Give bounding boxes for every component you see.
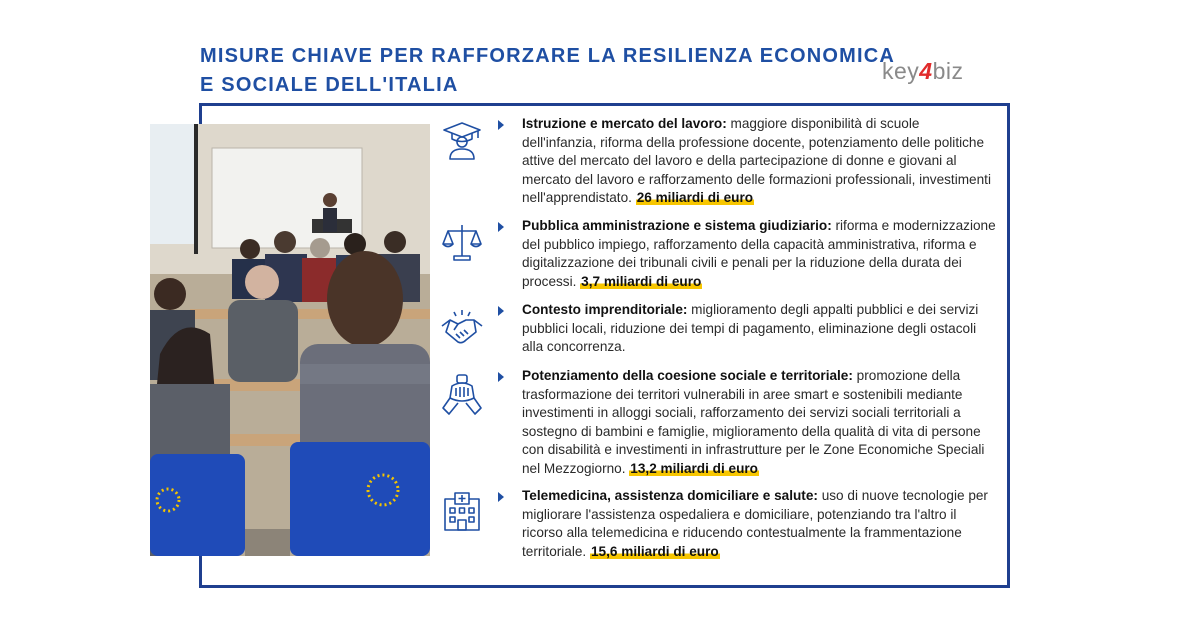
amount-highlight: 26 miliardi di euro: [636, 190, 754, 206]
measure-item-telemedicine: Telemedicina, assistenza domiciliare e salute: uso di nuove tecnologie per migliorare l'assistenza ospedaliera e domiciliare, potenziando tra l'altro il ricorso alla telemedicina e riducendo contestualmente la frammentazione territoriale. 15,6 miliardi di euro: [522, 488, 988, 559]
amount-highlight: 3,7 miliardi di euro: [581, 273, 702, 289]
bullet-arrow-icon: [498, 222, 504, 232]
bullet-arrow-icon: [498, 120, 504, 130]
bullet-arrow-icon: [498, 306, 504, 316]
amount-highlight: 13,2 miliardi di euro: [630, 460, 758, 476]
bullet-arrow-icon: [498, 492, 504, 502]
scales-of-justice-icon: [440, 220, 484, 264]
key4biz-logo: key4biz: [882, 58, 964, 84]
title-line-2: E SOCIALE DELL'ITALIA: [200, 74, 459, 96]
title-line-1: MISURE CHIAVE PER RAFFORZARE LA RESILIENZA ECONOMICA: [200, 45, 896, 67]
classroom-photo: [150, 124, 430, 556]
measure-item-public-administration: Pubblica amministrazione e sistema giudiziario: riforma e modernizzazione del pubblico impiego, rafforzamento della capacità amministrativa, riforma e digitalizzazione dei tribunali civili e penali per la riduzione della durata dei processi. 3,7 miliardi di euro: [522, 218, 996, 289]
joined-hands-icon: [440, 372, 484, 416]
hospital-icon: [440, 490, 484, 534]
measure-item-education: Istruzione e mercato del lavoro: maggiore disponibilità di scuole dell'infanzia, riforma della professione docente, potenziamento delle politiche attive del mercato del lavoro e della partecipazione di donne e giovani al mercato del lavoro e rafforzamento delle formazioni professionali, investimenti nell'apprendistato. 26 miliardi di euro: [522, 116, 991, 206]
measure-item-social-cohesion: Potenziamento della coesione sociale e territoriale: promozione della trasformazione dei territori vulnerabili in aree smart e sostenibili mediante investimenti in alloggi sociali, rafforzamento dei servizi sociali territoriali a sostegno di bambini e famiglie, miglioramento della qualità di vita di persone con disabilità e investimenti in infrastrutture per le Zone Economiche Speciali nel Mezzogiorno. 13,2 miliardi di euro: [522, 368, 985, 476]
amount-highlight: 15,6 miliardi di euro: [591, 543, 719, 559]
measure-item-business-context: Contesto imprenditoriale: miglioramento degli appalti pubblici e dei servizi pubblici locali, riduzione dei tempi di pagamento, eliminazione degli ostacoli alla concorrenza.: [522, 302, 979, 355]
handshake-icon: [440, 306, 484, 350]
graduate-icon: [440, 118, 484, 162]
page-title: [200, 42, 895, 100]
bullet-arrow-icon: [498, 372, 504, 382]
